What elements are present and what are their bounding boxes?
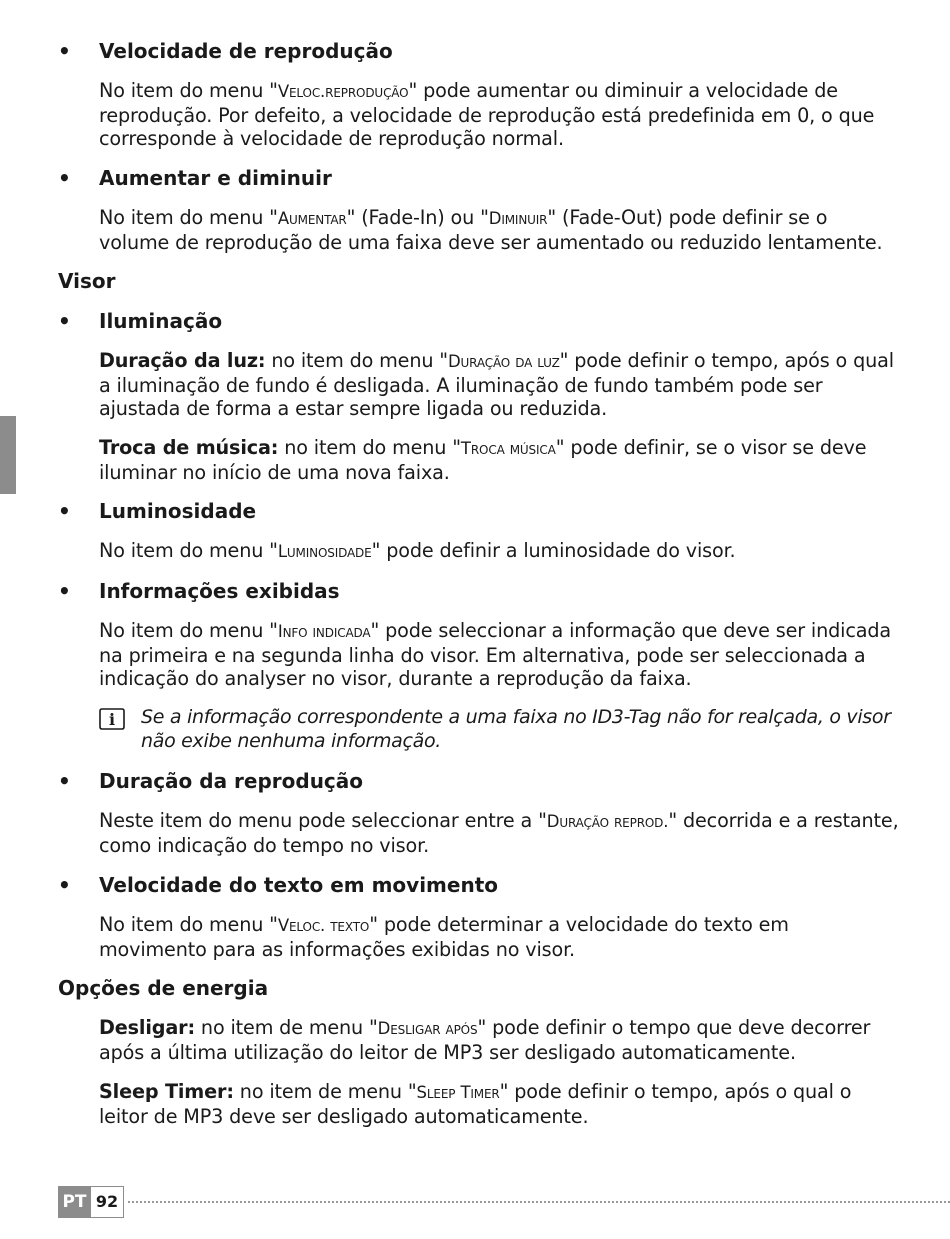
text-run: No item do menu " xyxy=(99,619,278,642)
menu-item-name: Troca música xyxy=(460,439,556,458)
heading-velocidade-reproducao xyxy=(58,39,393,63)
page-number: 92 xyxy=(91,1186,124,1218)
text-run: " pode definir o tempo, após o qual a iluminação de fundo é desligada. A iluminação de fundo também pode ser ajustada de forma a estar sempre ligada ou reduzida. xyxy=(99,349,894,420)
text-run: " decorrida e a restante, como indicação do tempo no visor. xyxy=(99,809,899,857)
menu-item-name: Luminosidade xyxy=(277,542,372,561)
text-run: " pode definir, se o visor se deve iluminar no início de uma nova faixa. xyxy=(99,436,867,484)
text-run: No item do menu " xyxy=(99,206,278,229)
heading-text: Aumentar e diminuir xyxy=(99,166,332,190)
paragraph-velocidade-texto xyxy=(99,913,899,961)
menu-item-name: Aumentar xyxy=(277,209,347,228)
text-run: " (Fade-Out) pode definir se o volume de reprodução de uma faixa deve ser aumentado ou reduzido lentamente. xyxy=(99,206,883,254)
text-run: " pode seleccionar a informação que deve ser indicada na primeira e na segunda linha do visor. Em alternativa, pode ser seleccionada a indicação do analyser no visor, durante a reprodução da faixa. xyxy=(99,619,891,690)
paragraph-informacoes-exibidas xyxy=(99,619,899,691)
paragraph-duracao-luz xyxy=(99,349,899,421)
bullet-icon: • xyxy=(58,499,71,523)
section-heading-opcoes-energia: Opções de energia xyxy=(58,976,269,1000)
menu-item-name: Duração da luz xyxy=(447,352,560,371)
text-run: " pode determinar a velocidade do texto em movimento para as informações exibidas no visor. xyxy=(99,913,789,961)
paragraph-desligar xyxy=(99,1016,899,1064)
text-run: " (Fade-In) ou " xyxy=(346,206,489,229)
text-run: " pode definir a luminosidade do visor. xyxy=(371,539,736,562)
heading-duracao-reproducao xyxy=(58,769,363,793)
text-run: " pode definir o tempo, após o qual o leitor de MP3 deve ser desligado automaticamente. xyxy=(99,1080,852,1128)
heading-text: Iluminação xyxy=(99,309,223,333)
menu-item-name: Diminuir xyxy=(488,209,548,228)
heading-text: Velocidade de reprodução xyxy=(99,39,393,63)
page-footer xyxy=(58,1186,950,1218)
text-run: " pode aumentar ou diminuir a velocidade de reprodução. Por defeito, a velocidade de reprodução está predefinida em 0, o que corresponde à velocidade de reprodução normal. xyxy=(99,79,875,150)
bullet-icon: • xyxy=(58,873,71,897)
paragraph-luminosidade xyxy=(99,539,899,564)
heading-velocidade-texto xyxy=(58,873,498,897)
info-note xyxy=(99,706,899,753)
bullet-icon: • xyxy=(58,166,71,190)
paragraph-duracao-reproducao xyxy=(99,809,899,857)
text-run: no item de menu " xyxy=(233,1080,417,1103)
term-label: Troca de música: xyxy=(99,436,279,459)
menu-item-name: Sleep Timer xyxy=(416,1083,500,1102)
text-run: No item do menu " xyxy=(99,539,278,562)
bullet-icon: • xyxy=(58,579,71,603)
heading-text: Luminosidade xyxy=(99,499,257,523)
text-run: No item do menu " xyxy=(99,913,278,936)
text-run: " pode definir o tempo que deve decorrer após a última utilização do leitor de MP3 ser desligado automaticamente. xyxy=(99,1016,871,1064)
heading-aumentar-diminuir xyxy=(58,166,332,190)
bullet-icon: • xyxy=(58,769,71,793)
text-run: no item do menu " xyxy=(265,349,448,372)
heading-text: Duração da reprodução xyxy=(99,769,364,793)
term-label: Desligar: xyxy=(99,1016,195,1039)
menu-item-name: Veloc.reprodução xyxy=(277,82,409,101)
paragraph-aumentar-diminuir xyxy=(99,206,899,254)
bullet-icon: • xyxy=(58,309,71,333)
bullet-icon: • xyxy=(58,39,71,63)
paragraph-troca-musica xyxy=(99,436,899,484)
section-heading-visor: Visor xyxy=(58,269,116,293)
heading-text: Velocidade do texto em movimento xyxy=(99,873,499,897)
text-run: No item do menu " xyxy=(99,79,278,102)
footer-dotted-rule xyxy=(128,1201,950,1203)
heading-text: Informações exibidas xyxy=(99,579,340,603)
svg-text:i: i xyxy=(108,710,116,729)
text-run: no item do menu " xyxy=(278,436,461,459)
menu-item-name: Desligar após xyxy=(377,1019,478,1038)
paragraph-sleep-timer xyxy=(99,1080,899,1128)
menu-item-name: Info indicada xyxy=(277,622,371,641)
menu-item-name: Veloc. texto xyxy=(277,916,370,935)
side-chapter-tab xyxy=(0,416,16,494)
heading-iluminacao xyxy=(58,309,222,333)
heading-luminosidade xyxy=(58,499,256,523)
term-label: Duração da luz: xyxy=(99,349,266,372)
note-text: Se a informação correspondente a uma faixa no ID3-Tag não for realçada, o visor não exibe nenhuma informação. xyxy=(141,706,891,752)
heading-informacoes-exibidas xyxy=(58,579,340,603)
info-icon xyxy=(99,708,125,730)
term-label: Sleep Timer: xyxy=(99,1080,234,1103)
language-tab: PT xyxy=(58,1186,91,1218)
paragraph-velocidade-reproducao xyxy=(99,79,899,151)
menu-item-name: Duração reprod. xyxy=(546,812,669,831)
text-run: Neste item do menu pode seleccionar entre a " xyxy=(99,809,547,832)
text-run: no item de menu " xyxy=(194,1016,378,1039)
